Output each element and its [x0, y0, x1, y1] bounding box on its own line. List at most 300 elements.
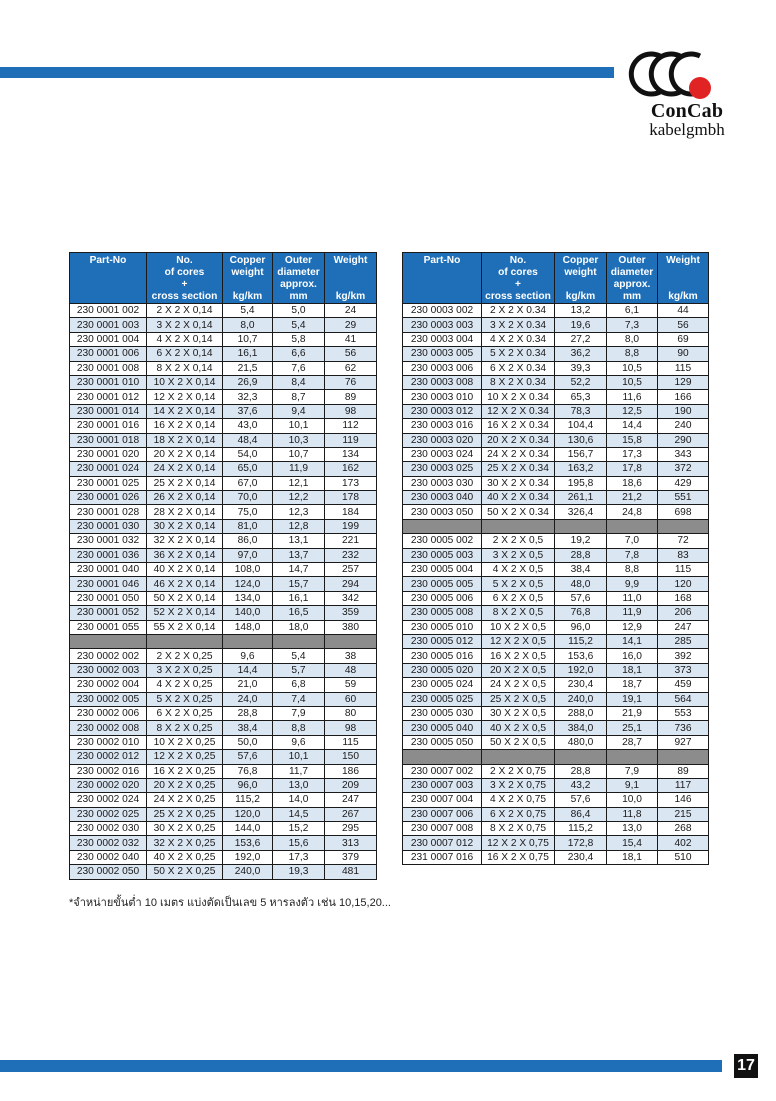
- cell-cores-cross-section: 50 X 2 X 0.34: [482, 505, 555, 519]
- cell-outer-diameter: 10,3: [273, 433, 325, 447]
- cell-outer-diameter: 17,8: [607, 462, 658, 476]
- cell-part-no: 230 0002 025: [70, 807, 147, 821]
- cell-copper-weight: 43,2: [555, 778, 607, 792]
- cell-weight: 56: [658, 318, 709, 332]
- cell-part-no: 230 0001 016: [70, 419, 147, 433]
- cell-copper-weight: 96,0: [223, 778, 273, 792]
- cell-weight: 62: [325, 361, 377, 375]
- table-row: [403, 678, 709, 692]
- bottom-accent-bar: [0, 1060, 722, 1072]
- table-row: [70, 347, 377, 361]
- cell-cores-cross-section: 24 X 2 X 0.34: [482, 447, 555, 461]
- cell-cores-cross-section: 12 X 2 X 0.34: [482, 404, 555, 418]
- table-row: [403, 390, 709, 404]
- cell-copper-weight: 230,4: [555, 850, 607, 864]
- cell-outer-diameter: 19,3: [273, 865, 325, 879]
- cell-copper-weight: 65,0: [223, 462, 273, 476]
- table-row: [70, 692, 377, 706]
- cell-weight: 232: [325, 548, 377, 562]
- cell-part-no: 230 0005 003: [403, 548, 482, 562]
- cell-part-no: 230 0002 006: [70, 706, 147, 720]
- cell-copper-weight: 96,0: [555, 620, 607, 634]
- cell-cores-cross-section: 52 X 2 X 0,14: [147, 606, 223, 620]
- cell-outer-diameter: 10,1: [273, 419, 325, 433]
- table-row: [70, 433, 377, 447]
- table-row: [403, 591, 709, 605]
- cell-part-no: 230 0001 018: [70, 433, 147, 447]
- table-row: [70, 332, 377, 346]
- header-line: [326, 267, 375, 279]
- cell-copper-weight: 26,9: [223, 375, 273, 389]
- cell-outer-diameter: 5,8: [273, 332, 325, 346]
- cell-copper-weight: 54,0: [223, 447, 273, 461]
- cell-part-no: 230 0001 032: [70, 534, 147, 548]
- cell-weight: 38: [325, 649, 377, 663]
- cell-outer-diameter: 16,5: [273, 606, 325, 620]
- table-row: [403, 764, 709, 778]
- cell-copper-weight: 50,0: [223, 735, 273, 749]
- cell-part-no: 230 0002 032: [70, 836, 147, 850]
- cell-outer-diameter: 7,9: [273, 706, 325, 720]
- cell-part-no: 230 0001 046: [70, 577, 147, 591]
- cell-copper-weight: 156,7: [555, 447, 607, 461]
- cell-weight: 295: [325, 822, 377, 836]
- cell-copper-weight: 115,2: [555, 822, 607, 836]
- cable-spec-table-right: [402, 252, 709, 865]
- cell-weight: 343: [658, 447, 709, 461]
- cell-part-no: 230 0003 004: [403, 332, 482, 346]
- table-row: [70, 390, 377, 404]
- table-row: [403, 822, 709, 836]
- concab-logo: [628, 48, 746, 138]
- cell-outer-diameter: 18,1: [607, 850, 658, 864]
- cell-outer-diameter: 7,6: [273, 361, 325, 375]
- cell-part-no: 230 0005 020: [403, 663, 482, 677]
- table-row: [403, 548, 709, 562]
- table-row: [70, 721, 377, 735]
- cell-weight: 184: [325, 505, 377, 519]
- cell-outer-diameter: 9,9: [607, 577, 658, 591]
- cell-copper-weight: 86,4: [555, 807, 607, 821]
- cell-part-no: 230 0003 040: [403, 491, 482, 505]
- column-header-cores-cross-section: [482, 253, 555, 304]
- cell-weight: 342: [325, 591, 377, 605]
- cell-part-no: 230 0001 002: [70, 304, 147, 318]
- cell-outer-diameter: 25,1: [607, 721, 658, 735]
- cell-outer-diameter: 13,0: [273, 778, 325, 792]
- table-row: [70, 649, 377, 663]
- header-line: Outer: [618, 255, 646, 266]
- cell-cores-cross-section: 50 X 2 X 0,14: [147, 591, 223, 605]
- cell-cores-cross-section: 2 X 2 X 0,25: [147, 649, 223, 663]
- cell-part-no: 230 0002 050: [70, 865, 147, 879]
- cell-part-no: 230 0005 024: [403, 678, 482, 692]
- cell-outer-diameter: 8,7: [273, 390, 325, 404]
- cell-outer-diameter: 14,5: [273, 807, 325, 821]
- cell-part-no: 230 0005 030: [403, 706, 482, 720]
- cell-part-no: 230 0005 008: [403, 606, 482, 620]
- cell-weight: 178: [325, 491, 377, 505]
- cell-part-no: 230 0002 040: [70, 850, 147, 864]
- cell-part-no: 230 0007 003: [403, 778, 482, 792]
- table-row: [403, 491, 709, 505]
- cell-copper-weight: 81,0: [223, 519, 273, 533]
- cell-outer-diameter: 16,0: [607, 649, 658, 663]
- cell-part-no: 230 0001 028: [70, 505, 147, 519]
- cell-copper-weight: 480,0: [555, 735, 607, 749]
- header-line: weight: [564, 267, 597, 278]
- cell-cores-cross-section: 30 X 2 X 0,14: [147, 519, 223, 533]
- table-row: [403, 850, 709, 864]
- table-row: [70, 735, 377, 749]
- cell-weight: 162: [325, 462, 377, 476]
- cell-copper-weight: 52,2: [555, 375, 607, 389]
- header-line: [326, 279, 375, 291]
- cell-weight: 373: [658, 663, 709, 677]
- table-row: [70, 764, 377, 778]
- cell-weight: 481: [325, 865, 377, 879]
- cell-copper-weight: 120,0: [223, 807, 273, 821]
- cell-cores-cross-section: 10 X 2 X 0,14: [147, 375, 223, 389]
- separator-cell: [325, 634, 377, 648]
- cell-weight: 76: [325, 375, 377, 389]
- cell-weight: 190: [658, 404, 709, 418]
- cell-weight: 134: [325, 447, 377, 461]
- header-line: mm: [289, 291, 308, 302]
- cell-outer-diameter: 9,6: [273, 735, 325, 749]
- table-row: [403, 620, 709, 634]
- cell-copper-weight: 240,0: [223, 865, 273, 879]
- cell-copper-weight: 108,0: [223, 563, 273, 577]
- cell-part-no: 230 0001 010: [70, 375, 147, 389]
- table-row: [403, 534, 709, 548]
- cell-copper-weight: 78,3: [555, 404, 607, 418]
- cell-weight: 129: [658, 375, 709, 389]
- cell-part-no: 230 0007 002: [403, 764, 482, 778]
- cell-copper-weight: 65,3: [555, 390, 607, 404]
- column-header-weight: [658, 253, 709, 304]
- cell-weight: 268: [658, 822, 709, 836]
- cell-outer-diameter: 5,4: [273, 649, 325, 663]
- cell-weight: 117: [658, 778, 709, 792]
- cell-copper-weight: 8,0: [223, 318, 273, 332]
- table-row: [70, 778, 377, 792]
- cell-copper-weight: 37,6: [223, 404, 273, 418]
- cell-copper-weight: 38,4: [223, 721, 273, 735]
- logo-subtitle: kabelgmbh: [649, 120, 725, 139]
- header-line: approx.: [280, 279, 317, 290]
- cell-part-no: 230 0003 024: [403, 447, 482, 461]
- cell-copper-weight: 153,6: [555, 649, 607, 663]
- cell-part-no: 230 0002 020: [70, 778, 147, 792]
- table-row: [70, 850, 377, 864]
- header-line: Weight: [666, 255, 700, 266]
- cell-weight: 98: [325, 721, 377, 735]
- table-row: [70, 548, 377, 562]
- top-accent-bar: [0, 67, 614, 78]
- cell-part-no: 231 0007 016: [403, 850, 482, 864]
- cell-cores-cross-section: 16 X 2 X 0,75: [482, 850, 555, 864]
- cell-weight: 510: [658, 850, 709, 864]
- cell-copper-weight: 38,4: [555, 563, 607, 577]
- cell-copper-weight: 130,6: [555, 433, 607, 447]
- cell-copper-weight: 19,2: [555, 534, 607, 548]
- cell-copper-weight: 144,0: [223, 822, 273, 836]
- cell-part-no: 230 0002 016: [70, 764, 147, 778]
- table-row: [403, 706, 709, 720]
- cell-cores-cross-section: 8 X 2 X 0,14: [147, 361, 223, 375]
- cell-outer-diameter: 9,1: [607, 778, 658, 792]
- cell-outer-diameter: 12,9: [607, 620, 658, 634]
- cell-outer-diameter: 16,1: [273, 591, 325, 605]
- cell-cores-cross-section: 25 X 2 X 0.34: [482, 462, 555, 476]
- cell-copper-weight: 195,8: [555, 476, 607, 490]
- cell-copper-weight: 57,6: [223, 750, 273, 764]
- cell-cores-cross-section: 20 X 2 X 0.34: [482, 433, 555, 447]
- table-row: [403, 836, 709, 850]
- cell-part-no: 230 0003 005: [403, 347, 482, 361]
- cell-outer-diameter: 6,1: [607, 304, 658, 318]
- header-line: approx.: [613, 279, 651, 290]
- cell-outer-diameter: 8,8: [273, 721, 325, 735]
- cell-copper-weight: 10,7: [223, 332, 273, 346]
- logo-mark-icon: [628, 48, 746, 104]
- table-row: [403, 793, 709, 807]
- cell-cores-cross-section: 10 X 2 X 0,5: [482, 620, 555, 634]
- table-row: [70, 577, 377, 591]
- cell-copper-weight: 124,0: [223, 577, 273, 591]
- cell-copper-weight: 104,4: [555, 419, 607, 433]
- column-header-part-no: [403, 253, 482, 304]
- table-row: [70, 822, 377, 836]
- cell-cores-cross-section: 12 X 2 X 0,75: [482, 836, 555, 850]
- cell-outer-diameter: 10,1: [273, 750, 325, 764]
- cell-cores-cross-section: 20 X 2 X 0,14: [147, 447, 223, 461]
- cell-copper-weight: 9,6: [223, 649, 273, 663]
- cell-cores-cross-section: 8 X 2 X 0.34: [482, 375, 555, 389]
- cell-copper-weight: 28,8: [555, 764, 607, 778]
- cell-cores-cross-section: 4 X 2 X 0,5: [482, 563, 555, 577]
- cell-weight: 168: [658, 591, 709, 605]
- cell-part-no: 230 0005 005: [403, 577, 482, 591]
- cell-cores-cross-section: 46 X 2 X 0,14: [147, 577, 223, 591]
- cell-cores-cross-section: 5 X 2 X 0,25: [147, 692, 223, 706]
- header-line: kg/km: [232, 291, 263, 302]
- cell-outer-diameter: 8,0: [607, 332, 658, 346]
- cell-copper-weight: 76,8: [223, 764, 273, 778]
- cell-outer-diameter: 17,3: [273, 850, 325, 864]
- cell-cores-cross-section: 2 X 2 X 0,14: [147, 304, 223, 318]
- cell-weight: 199: [325, 519, 377, 533]
- cell-outer-diameter: 6,6: [273, 347, 325, 361]
- group-separator-row: [403, 750, 709, 764]
- cell-part-no: 230 0001 026: [70, 491, 147, 505]
- cell-cores-cross-section: 4 X 2 X 0,75: [482, 793, 555, 807]
- cell-copper-weight: 19,6: [555, 318, 607, 332]
- cell-outer-diameter: 12,2: [273, 491, 325, 505]
- cell-part-no: 230 0001 006: [70, 347, 147, 361]
- table-row: [403, 563, 709, 577]
- header-line: No.: [176, 255, 193, 266]
- cell-cores-cross-section: 24 X 2 X 0,14: [147, 462, 223, 476]
- table-header-row: [403, 253, 709, 304]
- cell-copper-weight: 24,0: [223, 692, 273, 706]
- cell-cores-cross-section: 26 X 2 X 0,14: [147, 491, 223, 505]
- table-row: [70, 304, 377, 318]
- cell-part-no: 230 0002 008: [70, 721, 147, 735]
- table-row: [70, 836, 377, 850]
- cell-copper-weight: 97,0: [223, 548, 273, 562]
- cell-copper-weight: 5,4: [223, 304, 273, 318]
- cell-part-no: 230 0002 024: [70, 793, 147, 807]
- table-row: [403, 649, 709, 663]
- table-row: [70, 375, 377, 389]
- cell-weight: 80: [325, 706, 377, 720]
- cell-weight: 206: [658, 606, 709, 620]
- cell-copper-weight: 57,6: [555, 591, 607, 605]
- cell-part-no: 230 0007 004: [403, 793, 482, 807]
- cell-weight: 98: [325, 404, 377, 418]
- cell-copper-weight: 36,2: [555, 347, 607, 361]
- column-header-cores-cross-section: [147, 253, 223, 304]
- table-row: [70, 404, 377, 418]
- cell-part-no: 230 0001 040: [70, 563, 147, 577]
- cell-cores-cross-section: 10 X 2 X 0,25: [147, 735, 223, 749]
- header-line: diameter: [610, 267, 654, 278]
- cell-weight: 72: [658, 534, 709, 548]
- table-row: [70, 534, 377, 548]
- separator-cell: [403, 519, 482, 533]
- cell-copper-weight: 134,0: [223, 591, 273, 605]
- cell-cores-cross-section: 50 X 2 X 0,5: [482, 735, 555, 749]
- cell-part-no: 230 0003 012: [403, 404, 482, 418]
- table-row: [70, 606, 377, 620]
- cell-outer-diameter: 11,8: [607, 807, 658, 821]
- cell-weight: 285: [658, 634, 709, 648]
- cell-outer-diameter: 15,2: [273, 822, 325, 836]
- cell-copper-weight: 115,2: [223, 793, 273, 807]
- cell-outer-diameter: 8,8: [607, 563, 658, 577]
- cell-weight: 56: [325, 347, 377, 361]
- cell-outer-diameter: 15,7: [273, 577, 325, 591]
- header-line: Copper: [229, 255, 266, 266]
- cell-copper-weight: 57,6: [555, 793, 607, 807]
- cell-part-no: 230 0002 005: [70, 692, 147, 706]
- cell-cores-cross-section: 40 X 2 X 0,25: [147, 850, 223, 864]
- cell-copper-weight: 140,0: [223, 606, 273, 620]
- cell-copper-weight: 32,3: [223, 390, 273, 404]
- table-row: [403, 404, 709, 418]
- header-line: [224, 279, 271, 291]
- cell-weight: 89: [658, 764, 709, 778]
- group-separator-row: [403, 519, 709, 533]
- cell-outer-diameter: 15,8: [607, 433, 658, 447]
- cell-cores-cross-section: 3 X 2 X 0,75: [482, 778, 555, 792]
- cell-outer-diameter: 18,7: [607, 678, 658, 692]
- table-row: [403, 692, 709, 706]
- cell-cores-cross-section: 32 X 2 X 0,14: [147, 534, 223, 548]
- cell-outer-diameter: 7,9: [607, 764, 658, 778]
- cell-weight: 115: [658, 361, 709, 375]
- cell-part-no: 230 0001 055: [70, 620, 147, 634]
- cell-cores-cross-section: 6 X 2 X 0,25: [147, 706, 223, 720]
- cell-outer-diameter: 18,1: [607, 663, 658, 677]
- cell-outer-diameter: 18,6: [607, 476, 658, 490]
- header-line: +: [181, 279, 188, 290]
- cell-outer-diameter: 6,8: [273, 678, 325, 692]
- cell-outer-diameter: 7,0: [607, 534, 658, 548]
- cell-part-no: 230 0003 020: [403, 433, 482, 447]
- column-header-outer-diameter: [607, 253, 658, 304]
- cell-copper-weight: 153,6: [223, 836, 273, 850]
- cell-copper-weight: 192,0: [555, 663, 607, 677]
- header-line: Copper: [562, 255, 599, 266]
- cell-part-no: 230 0002 002: [70, 649, 147, 663]
- cell-part-no: 230 0003 008: [403, 375, 482, 389]
- table-row: [403, 347, 709, 361]
- header-line: cross section: [485, 291, 551, 302]
- table-row: [403, 332, 709, 346]
- cell-weight: 927: [658, 735, 709, 749]
- separator-cell: [658, 750, 709, 764]
- logo-name: ConCab: [650, 100, 724, 122]
- cell-outer-diameter: 11,9: [607, 606, 658, 620]
- cell-weight: 372: [658, 462, 709, 476]
- header-line: No.: [509, 255, 527, 266]
- cell-part-no: 230 0005 006: [403, 591, 482, 605]
- cell-weight: 359: [325, 606, 377, 620]
- cell-cores-cross-section: 55 X 2 X 0,14: [147, 620, 223, 634]
- cell-copper-weight: 48,4: [223, 433, 273, 447]
- table-row: [70, 505, 377, 519]
- table-row: [70, 591, 377, 605]
- table-row: [403, 433, 709, 447]
- separator-cell: [482, 750, 555, 764]
- cell-outer-diameter: 12,1: [273, 476, 325, 490]
- table-row: [403, 419, 709, 433]
- cell-part-no: 230 0001 014: [70, 404, 147, 418]
- column-header-weight: [325, 253, 377, 304]
- header-line: Part-No: [423, 255, 461, 266]
- cell-copper-weight: 384,0: [555, 721, 607, 735]
- cell-copper-weight: 28,8: [223, 706, 273, 720]
- cell-part-no: 230 0001 050: [70, 591, 147, 605]
- table-row: [403, 361, 709, 375]
- cell-part-no: 230 0007 008: [403, 822, 482, 836]
- cell-cores-cross-section: 28 X 2 X 0,14: [147, 505, 223, 519]
- cell-weight: 69: [658, 332, 709, 346]
- cell-cores-cross-section: 5 X 2 X 0,5: [482, 577, 555, 591]
- header-line: Outer: [284, 255, 313, 266]
- cell-weight: 429: [658, 476, 709, 490]
- table-row: [70, 563, 377, 577]
- header-line: kg/km: [335, 291, 366, 302]
- cell-weight: 380: [325, 620, 377, 634]
- cell-outer-diameter: 7,8: [607, 548, 658, 562]
- header-line: diameter: [277, 267, 320, 278]
- cell-weight: 112: [325, 419, 377, 433]
- cell-outer-diameter: 11,0: [607, 591, 658, 605]
- table-row: [403, 606, 709, 620]
- cell-weight: 59: [325, 678, 377, 692]
- cell-outer-diameter: 13,1: [273, 534, 325, 548]
- cell-cores-cross-section: 40 X 2 X 0,14: [147, 563, 223, 577]
- cable-spec-table-left: [69, 252, 377, 880]
- cell-outer-diameter: 10,5: [607, 375, 658, 389]
- separator-cell: [607, 750, 658, 764]
- cell-weight: 247: [325, 793, 377, 807]
- table-row: [403, 807, 709, 821]
